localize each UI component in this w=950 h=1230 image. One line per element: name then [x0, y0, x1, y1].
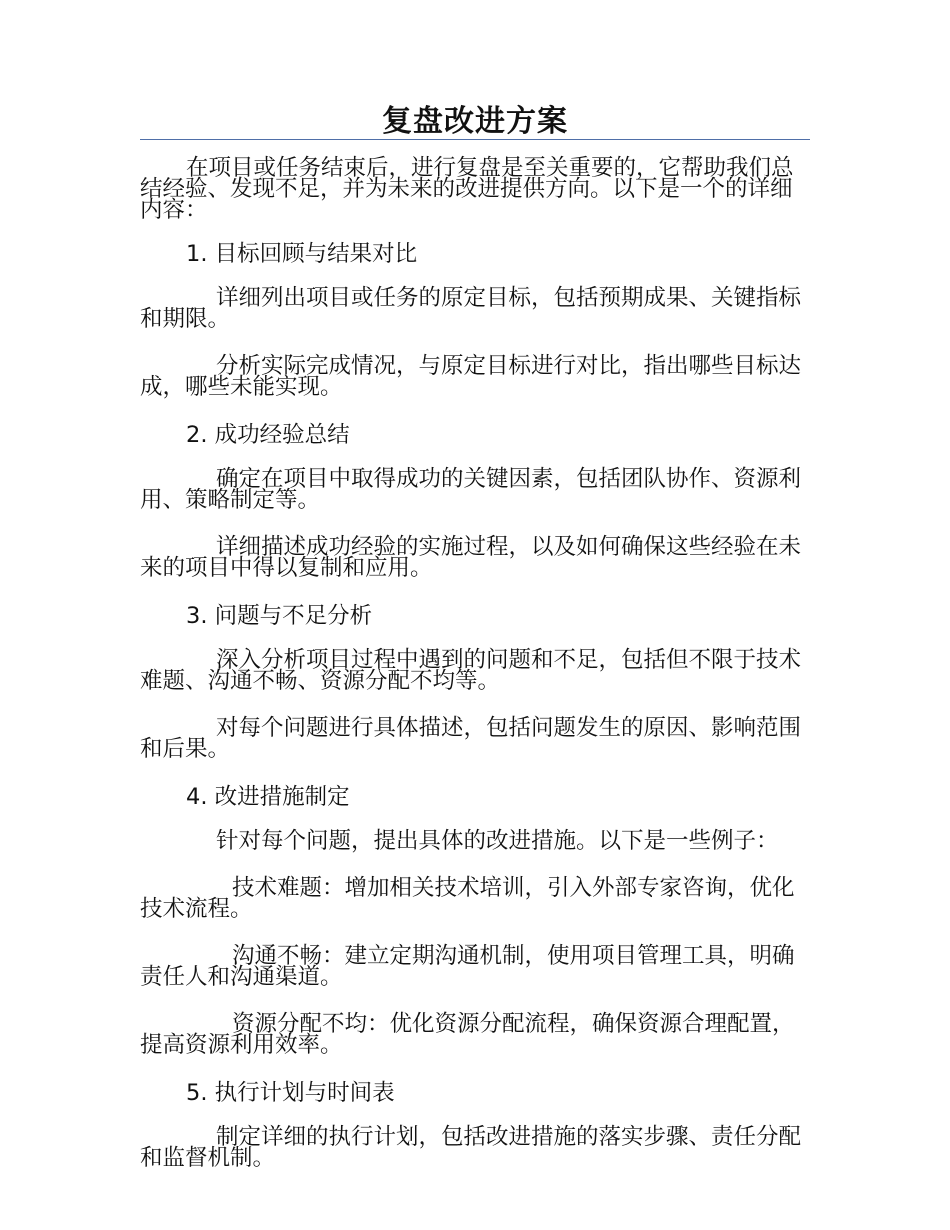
section-paragraph: 详细描述成功经验的实施过程，以及如何确保这些经验在未来的项目中得以复制和应用。: [140, 534, 802, 581]
section-paragraph: 深入分析项目过程中遇到的问题和不足，包括但不限于技术难题、沟通不畅、资源分配不均等。: [140, 647, 802, 694]
section-paragraph: 对每个问题进行具体描述，包括问题发生的原因、影响范围和后果。: [140, 715, 802, 762]
section-5: [140, 1082, 810, 1169]
section-paragraph: 分析实际完成情况，与原定目标进行对比，指出哪些目标达成，哪些未能实现。: [140, 353, 802, 400]
section-heading: 1. 目标回顾与结果对比: [186, 241, 418, 267]
section-2: [140, 424, 810, 579]
section-paragraph: 确定在项目中取得成功的关键因素，包括团队协作、资源利用、策略制定等。: [140, 466, 802, 513]
section-1: [140, 243, 810, 398]
section-heading: 2. 成功经验总结: [186, 422, 350, 448]
document-title: 复盘改进方案: [382, 104, 568, 139]
section-heading: 4. 改进措施制定: [186, 784, 350, 810]
section-heading: 5. 执行计划与时间表: [186, 1080, 395, 1106]
section-heading: 3. 问题与不足分析: [186, 603, 373, 629]
document-body: [140, 155, 810, 1171]
section-3: [140, 605, 810, 760]
section-paragraph: 针对每个问题，提出具体的改进措施。以下是一些例子：: [216, 828, 779, 854]
section-paragraph: 详细列出项目或任务的原定目标，包括预期成果、关键指标和期限。: [140, 285, 802, 332]
example-item: 资源分配不均：优化资源分配流程，确保资源合理配置，提高资源利用效率。: [140, 1011, 795, 1058]
section-paragraph: 制定详细的执行计划，包括改进措施的落实步骤、责任分配和监督机制。: [140, 1124, 802, 1171]
example-item: 技术难题：增加相关技术培训，引入外部专家咨询，优化技术流程。: [140, 875, 795, 922]
section-4: [140, 786, 810, 1056]
intro-paragraph: 在项目或任务结束后，进行复盘是至关重要的，它帮助我们总结经验、发现不足，并为未来的改进提供方向。以下是一个的详细内容：: [140, 155, 794, 223]
title-divider: [140, 139, 810, 140]
example-item: 沟通不畅：建立定期沟通机制，使用项目管理工具，明确责任人和沟通渠道。: [140, 943, 795, 990]
